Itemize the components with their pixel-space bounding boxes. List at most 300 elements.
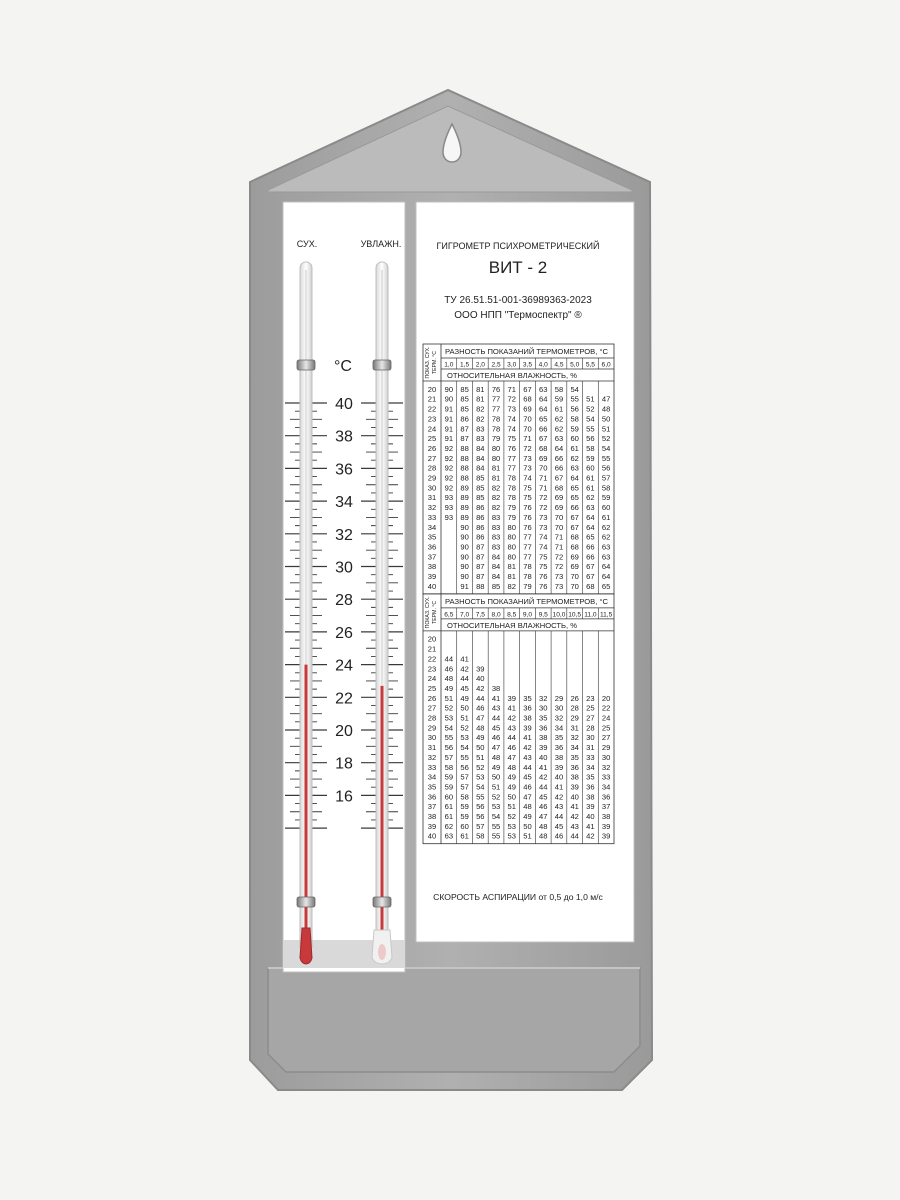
humidity-table-2-humidity-header: ОТНОСИТЕЛЬНАЯ ВЛАЖНОСТЬ, % bbox=[447, 620, 577, 630]
humidity-table-2-cell: 51 bbox=[491, 782, 501, 792]
humidity-table-1-cell: 67 bbox=[586, 562, 595, 572]
humidity-table-1-cell: 71 bbox=[523, 434, 532, 444]
humidity-table-1-diff-9: 5,5 bbox=[585, 361, 595, 369]
humidity-table-2-cell: 60 bbox=[460, 821, 469, 831]
humidity-table-2-cell: 48 bbox=[444, 674, 454, 684]
humidity-table-2-cell: 29 bbox=[554, 693, 564, 703]
humidity-table-2-temp-30: 30 bbox=[427, 733, 437, 743]
humidity-table-2-cell: 33 bbox=[586, 752, 595, 762]
humidity-table-2-cell: 54 bbox=[476, 782, 485, 792]
humidity-table-1-cell: 90 bbox=[460, 542, 469, 552]
humidity-table-1-cell: 66 bbox=[586, 552, 595, 562]
humidity-table-1-cell: 90 bbox=[460, 552, 469, 562]
humidity-table-1-cell: 85 bbox=[476, 483, 485, 493]
humidity-table-2-cell: 49 bbox=[476, 733, 485, 743]
humidity-table-1-cell: 91 bbox=[444, 424, 454, 434]
humidity-table-1-cell: 90 bbox=[460, 562, 469, 572]
humidity-table-1-cell: 87 bbox=[476, 572, 485, 581]
humidity-table-2-cell: 40 bbox=[539, 752, 548, 762]
humidity-table-1-cell: 61 bbox=[586, 483, 595, 493]
humidity-table-2-cell: 52 bbox=[491, 792, 501, 802]
humidity-table-2-cell: 40 bbox=[554, 772, 564, 782]
humidity-table-2-temp-27: 27 bbox=[427, 703, 437, 713]
humidity-table-1-cell: 66 bbox=[570, 503, 579, 513]
humidity-table-2-cell: 59 bbox=[444, 772, 454, 782]
humidity-table-1-temp-40: 40 bbox=[427, 581, 437, 591]
humidity-table-2-cell: 59 bbox=[444, 782, 454, 792]
humidity-table-2-cell: 63 bbox=[444, 831, 454, 841]
humidity-table-1-cell: 88 bbox=[460, 473, 469, 483]
humidity-table-2-cell: 41 bbox=[507, 703, 516, 713]
humidity-table-1-cell: 85 bbox=[460, 384, 469, 394]
scale-label-40: 40 bbox=[335, 396, 353, 413]
humidity-table-2-cell: 51 bbox=[523, 831, 532, 841]
humidity-table-2-cell: 39 bbox=[507, 693, 516, 703]
humidity-table-1-cell: 66 bbox=[586, 542, 595, 552]
humidity-table-1-cell: 64 bbox=[539, 404, 548, 414]
humidity-table-2-cell: 46 bbox=[539, 802, 548, 812]
humidity-table-2-diff-5: 9,0 bbox=[522, 611, 533, 619]
scale-label-24: 24 bbox=[335, 657, 353, 675]
humidity-table-1-cell: 81 bbox=[507, 562, 516, 572]
humidity-table-1-cell: 79 bbox=[491, 434, 501, 444]
humidity-table-2-cell: 46 bbox=[554, 831, 564, 841]
humidity-table-2-cell: 30 bbox=[554, 703, 564, 713]
humidity-table-2-cell: 38 bbox=[523, 713, 532, 723]
humidity-table-1-cell: 64 bbox=[586, 512, 595, 522]
humidity-table-1-cell: 90 bbox=[460, 522, 469, 532]
humidity-table-1-temp-25: 25 bbox=[427, 434, 437, 444]
humidity-table-2-cell: 57 bbox=[476, 821, 485, 831]
humidity-table-2-cell: 46 bbox=[491, 733, 501, 743]
humidity-table-1-cell: 66 bbox=[554, 453, 564, 463]
humidity-table-1-cell: 80 bbox=[507, 532, 516, 542]
humidity-table-2-cell: 51 bbox=[460, 713, 469, 723]
humidity-table-1-cell: 87 bbox=[460, 424, 469, 434]
scale-label-32: 32 bbox=[335, 526, 353, 544]
humidity-table-2-cell: 36 bbox=[539, 723, 548, 733]
humidity-table-1-cell: 65 bbox=[601, 581, 611, 591]
humidity-table-1-cell: 92 bbox=[444, 483, 454, 493]
wet-label: УВЛАЖН. bbox=[360, 239, 402, 249]
humidity-table-1-cell: 91 bbox=[444, 404, 454, 414]
humidity-table-2-cell: 49 bbox=[444, 683, 454, 693]
humidity-table-2-cell: 56 bbox=[444, 743, 454, 753]
humidity-table-2-cell: 25 bbox=[586, 703, 595, 713]
humidity-table-2-cell: 34 bbox=[601, 782, 611, 792]
humidity-table-2-cell: 49 bbox=[491, 762, 501, 772]
humidity-table-2-temp-37: 37 bbox=[427, 802, 437, 812]
humidity-table-2-cell: 32 bbox=[570, 733, 579, 743]
humidity-table-2-cell: 45 bbox=[491, 723, 501, 733]
humidity-table-2-cell: 42 bbox=[586, 831, 595, 841]
humidity-table-2-cell: 26 bbox=[570, 693, 579, 703]
humidity-table-1-cell: 78 bbox=[491, 424, 501, 434]
humidity-table-2-cell: 39 bbox=[570, 782, 579, 792]
humidity-table-2-cell: 44 bbox=[444, 654, 454, 664]
humidity-table-2-cell: 53 bbox=[444, 713, 454, 723]
humidity-table-2-cell: 47 bbox=[476, 713, 485, 723]
humidity-table-2-cell: 55 bbox=[491, 821, 501, 831]
unit-label: °C bbox=[334, 358, 352, 375]
humidity-table-1-temp-32: 32 bbox=[427, 503, 437, 513]
humidity-table-2-cell: 34 bbox=[570, 743, 579, 753]
humidity-table-2-temp-28: 28 bbox=[427, 713, 437, 723]
scale-label-38: 38 bbox=[335, 428, 353, 446]
humidity-table-1-diff-4: 3,0 bbox=[507, 361, 517, 369]
humidity-table-1-temp-28: 28 bbox=[427, 463, 437, 473]
humidity-table-1-cell: 86 bbox=[476, 503, 485, 513]
humidity-table-1-cell: 84 bbox=[491, 552, 501, 562]
humidity-table-1-cell: 52 bbox=[586, 404, 595, 414]
humidity-table-1-diff-5: 3,5 bbox=[522, 361, 533, 369]
humidity-table-1-cell: 57 bbox=[601, 473, 611, 483]
humidity-table-1-cell: 56 bbox=[601, 463, 611, 473]
humidity-table-1-temp-22: 22 bbox=[427, 404, 437, 414]
humidity-table-1-cell: 82 bbox=[491, 503, 501, 513]
humidity-table-2-cell: 59 bbox=[460, 802, 469, 812]
humidity-table-1-cell: 78 bbox=[523, 562, 532, 572]
humidity-table-1-cell: 83 bbox=[491, 532, 501, 542]
humidity-table-1-cell: 84 bbox=[476, 443, 485, 453]
scale-label-18: 18 bbox=[335, 755, 353, 773]
scale-label-22: 22 bbox=[335, 690, 353, 708]
humidity-table-2-cell: 45 bbox=[539, 792, 548, 802]
humidity-table-2-cell: 38 bbox=[539, 733, 548, 743]
humidity-table-2-cell: 47 bbox=[539, 812, 548, 821]
humidity-table-1-cell: 92 bbox=[444, 453, 454, 463]
humidity-table-2-cell: 45 bbox=[460, 683, 469, 693]
humidity-table-1-cell: 73 bbox=[554, 572, 564, 581]
humidity-table-1-cell: 64 bbox=[586, 522, 595, 532]
humidity-table-1-cell: 77 bbox=[491, 394, 501, 404]
humidity-table-1-cell: 80 bbox=[491, 453, 501, 463]
humidity-table-2-cell: 55 bbox=[460, 752, 469, 762]
humidity-table-1-cell: 86 bbox=[476, 522, 485, 532]
humidity-table-2-cell: 42 bbox=[539, 772, 548, 782]
humidity-table-2-diff-8: 10,5 bbox=[568, 611, 582, 619]
humidity-table-1-cell: 67 bbox=[539, 434, 548, 444]
humidity-table-1-cell: 63 bbox=[586, 503, 595, 513]
humidity-table-1-cell: 76 bbox=[523, 512, 532, 522]
humidity-table-2-cell: 27 bbox=[601, 733, 611, 743]
humidity-table-2-cell: 48 bbox=[539, 821, 548, 831]
humidity-table-2-cell: 44 bbox=[491, 713, 501, 723]
humidity-table-2-cell: 39 bbox=[601, 821, 611, 831]
humidity-table-1-cell: 68 bbox=[523, 394, 532, 404]
scale-label-34: 34 bbox=[335, 494, 353, 512]
humidity-table-1-cell: 79 bbox=[507, 512, 516, 522]
humidity-table-1-cell: 89 bbox=[460, 483, 469, 493]
humidity-table-1-cell: 82 bbox=[491, 493, 501, 503]
humidity-table-1-cell: 62 bbox=[601, 532, 611, 542]
humidity-table-1-cell: 75 bbox=[539, 562, 548, 572]
humidity-table-2-cell: 50 bbox=[476, 743, 485, 753]
humidity-table-1-cell: 74 bbox=[507, 414, 516, 424]
humidity-table-2-cell: 41 bbox=[491, 693, 501, 703]
humidity-table-2-cell: 40 bbox=[586, 812, 595, 821]
humidity-table-2-cell: 53 bbox=[491, 802, 501, 812]
humidity-table-1-cell: 86 bbox=[460, 414, 469, 424]
humidity-table-2-corner-label-2: ТЕРМ. °С bbox=[432, 600, 438, 624]
humidity-table-1-cell: 64 bbox=[601, 572, 611, 581]
humidity-table-1-cell: 66 bbox=[539, 424, 548, 434]
humidity-table-2-diff-10: 11,5 bbox=[599, 611, 613, 619]
humidity-table-1-cell: 73 bbox=[539, 512, 548, 522]
humidity-table-1-cell: 74 bbox=[507, 424, 516, 434]
humidity-table-1-cell: 62 bbox=[554, 414, 564, 424]
humidity-table-1-cell: 73 bbox=[523, 453, 532, 463]
humidity-table-1-cell: 71 bbox=[539, 483, 548, 493]
humidity-table-1-cell: 79 bbox=[523, 581, 532, 591]
humidity-table-2-cell: 38 bbox=[491, 683, 501, 693]
humidity-table-2-cell: 49 bbox=[523, 812, 532, 821]
humidity-table-2-cell: 61 bbox=[460, 831, 469, 841]
humidity-table-1-cell: 66 bbox=[554, 463, 564, 473]
humidity-table-2-diff-1: 7,0 bbox=[460, 611, 470, 619]
humidity-table-1-temp-31: 31 bbox=[427, 493, 437, 503]
humidity-table-1-cell: 51 bbox=[601, 424, 611, 434]
spec-code: ТУ 26.51.51-001-36989363-2023 bbox=[444, 295, 592, 306]
humidity-table-2-cell: 35 bbox=[523, 693, 532, 703]
humidity-table-1-temp-30: 30 bbox=[427, 483, 437, 493]
humidity-table-2-cell: 29 bbox=[570, 713, 579, 723]
humidity-table-1-diff-3: 2,5 bbox=[491, 361, 501, 369]
humidity-table-1-cell: 71 bbox=[554, 532, 564, 542]
humidity-table-2-temp-36: 36 bbox=[427, 792, 437, 802]
humidity-table-2-cell: 34 bbox=[554, 723, 564, 733]
humidity-table-2-cell: 39 bbox=[523, 723, 532, 733]
humidity-table-2-temp-34: 34 bbox=[427, 772, 437, 782]
humidity-table-1-cell: 81 bbox=[476, 384, 485, 394]
humidity-table-2-cell: 56 bbox=[460, 762, 469, 772]
humidity-table-2-cell: 46 bbox=[444, 664, 454, 674]
humidity-table-1-cell: 60 bbox=[586, 463, 595, 473]
scale-label-30: 30 bbox=[335, 559, 353, 577]
humidity-table-1-cell: 70 bbox=[554, 522, 564, 532]
humidity-table-1-cell: 82 bbox=[476, 414, 485, 424]
humidity-table-1-temp-39: 39 bbox=[427, 572, 437, 581]
humidity-table-2-cell: 60 bbox=[444, 792, 454, 802]
humidity-table-2-cell: 35 bbox=[539, 713, 548, 723]
humidity-table-2-cell: 50 bbox=[491, 772, 501, 782]
humidity-table-2-cell: 34 bbox=[586, 762, 595, 772]
humidity-table-2-cell: 39 bbox=[586, 802, 595, 812]
humidity-table-2-cell: 47 bbox=[491, 743, 501, 753]
humidity-table-1-cell: 59 bbox=[570, 424, 579, 434]
humidity-table-2-cell: 30 bbox=[586, 733, 595, 743]
humidity-table-2-cell: 54 bbox=[460, 743, 469, 753]
humidity-table-1-cell: 63 bbox=[539, 384, 548, 394]
humidity-table-1-cell: 70 bbox=[570, 581, 579, 591]
humidity-table-2-cell: 22 bbox=[601, 703, 611, 713]
humidity-table-2-cell: 36 bbox=[570, 762, 579, 772]
humidity-table-1-cell: 65 bbox=[570, 483, 579, 493]
humidity-table-1-cell: 73 bbox=[507, 404, 516, 414]
dry-thermometer-bulb bbox=[300, 928, 312, 964]
dry-thermometer-clip-bottom bbox=[297, 897, 315, 907]
humidity-table-2-cell: 32 bbox=[539, 693, 548, 703]
humidity-table-1-cell: 83 bbox=[476, 434, 485, 444]
humidity-table-1-cell: 65 bbox=[539, 414, 548, 424]
humidity-table-1-cell: 68 bbox=[570, 532, 579, 542]
humidity-table-1-cell: 76 bbox=[491, 384, 501, 394]
humidity-table-1-cell: 63 bbox=[601, 552, 611, 562]
humidity-table-2-cell: 46 bbox=[507, 743, 516, 753]
humidity-table-2-cell: 48 bbox=[491, 752, 501, 762]
humidity-table-1-cell: 54 bbox=[570, 384, 579, 394]
manufacturer: ООО НПП "Термоспектр" ® bbox=[454, 310, 582, 321]
humidity-table-1-temp-26: 26 bbox=[427, 443, 437, 453]
humidity-table-1-cell: 58 bbox=[570, 414, 579, 424]
humidity-table-1-cell: 85 bbox=[460, 404, 469, 414]
humidity-table-1-corner-label-1: ПОКАЗ. СУХ. bbox=[425, 346, 431, 379]
humidity-table-2-cell: 41 bbox=[523, 733, 532, 743]
humidity-table-1-cell: 84 bbox=[491, 562, 501, 572]
humidity-table-1-diff-header: РАЗНОСТЬ ПОКАЗАНИЙ ТЕРМОМЕТРОВ, °С bbox=[445, 347, 608, 356]
humidity-table-1-cell: 87 bbox=[476, 542, 485, 552]
humidity-table-1-temp-37: 37 bbox=[427, 552, 437, 562]
humidity-table-1-cell: 81 bbox=[507, 572, 516, 581]
humidity-table-2-cell: 43 bbox=[491, 703, 501, 713]
humidity-table-2-cell: 30 bbox=[539, 703, 548, 713]
humidity-table-2-cell: 38 bbox=[601, 812, 611, 821]
humidity-table-2-cell: 23 bbox=[586, 693, 595, 703]
humidity-table-2-cell: 42 bbox=[523, 743, 532, 753]
humidity-table-1-cell: 85 bbox=[476, 473, 485, 483]
humidity-table-1-cell: 92 bbox=[444, 463, 454, 473]
humidity-table-1-cell: 84 bbox=[476, 463, 485, 473]
humidity-table-2-cell: 35 bbox=[554, 733, 564, 743]
humidity-table-2-cell: 58 bbox=[476, 831, 485, 841]
humidity-table-1-cell: 72 bbox=[554, 552, 564, 562]
humidity-table-2-diff-4: 8,5 bbox=[507, 611, 517, 619]
humidity-table-2-temp-23: 23 bbox=[427, 664, 437, 674]
humidity-table-1-temp-35: 35 bbox=[427, 532, 437, 542]
humidity-table-1-diff-6: 4,0 bbox=[538, 361, 548, 369]
humidity-table-2-cell: 31 bbox=[586, 743, 595, 753]
humidity-table-2-diff-7: 10,0 bbox=[552, 611, 566, 619]
humidity-table-1-cell: 92 bbox=[444, 443, 454, 453]
humidity-table-2-cell: 47 bbox=[523, 792, 532, 802]
humidity-table-1-diff-7: 4,5 bbox=[554, 361, 564, 369]
humidity-table-1-cell: 91 bbox=[444, 434, 454, 444]
humidity-table-2-cell: 44 bbox=[554, 812, 564, 821]
humidity-table-1-cell: 74 bbox=[523, 473, 532, 483]
humidity-table-1-temp-20: 20 bbox=[427, 384, 437, 394]
humidity-table-2-temp-25: 25 bbox=[427, 683, 437, 693]
humidity-table-1-temp-29: 29 bbox=[427, 473, 437, 483]
humidity-table-1-cell: 70 bbox=[554, 512, 564, 522]
humidity-table-1-cell: 68 bbox=[586, 581, 595, 591]
humidity-table-1-cell: 69 bbox=[523, 404, 532, 414]
humidity-table-1-cell: 55 bbox=[570, 394, 579, 404]
humidity-table-2-cell: 52 bbox=[507, 812, 516, 821]
water-tray bbox=[268, 968, 640, 1072]
humidity-table-1-cell: 61 bbox=[570, 443, 579, 453]
humidity-table-1-cell: 75 bbox=[507, 434, 516, 444]
humidity-table-2-cell: 38 bbox=[586, 792, 595, 802]
humidity-table-1-cell: 92 bbox=[444, 473, 454, 483]
humidity-table-1-cell: 78 bbox=[507, 493, 516, 503]
humidity-table-1-cell: 58 bbox=[586, 443, 595, 453]
humidity-table-1-cell: 76 bbox=[539, 572, 548, 581]
scale-label-28: 28 bbox=[335, 592, 353, 610]
wet-thermometer-clip-bottom bbox=[373, 897, 391, 907]
humidity-table-2-cell: 33 bbox=[601, 772, 611, 782]
humidity-table-1-temp-36: 36 bbox=[427, 542, 437, 552]
humidity-table-1-cell: 68 bbox=[554, 483, 564, 493]
humidity-table-2-cell: 62 bbox=[444, 821, 454, 831]
humidity-table-1-cell: 51 bbox=[586, 394, 595, 404]
humidity-table-2-cell: 32 bbox=[554, 713, 564, 723]
humidity-table-2-temp-39: 39 bbox=[427, 821, 437, 831]
humidity-table-2-cell: 45 bbox=[554, 821, 564, 831]
humidity-table-2-cell: 36 bbox=[586, 782, 595, 792]
humidity-table-2-temp-29: 29 bbox=[427, 723, 437, 733]
humidity-table-1-cell: 63 bbox=[570, 463, 579, 473]
humidity-table-1-cell: 82 bbox=[491, 483, 501, 493]
humidity-table-2-diff-3: 8,0 bbox=[491, 611, 501, 619]
humidity-table-1-cell: 77 bbox=[491, 404, 501, 414]
humidity-table-1-cell: 90 bbox=[444, 394, 454, 404]
humidity-table-1-cell: 81 bbox=[476, 394, 485, 404]
humidity-table-2-cell: 42 bbox=[507, 713, 516, 723]
humidity-table-2-temp-26: 26 bbox=[427, 693, 437, 703]
humidity-table-1-cell: 83 bbox=[491, 542, 501, 552]
humidity-table-2-temp-32: 32 bbox=[427, 752, 437, 762]
humidity-table-2-cell: 55 bbox=[444, 733, 454, 743]
humidity-table-1-cell: 80 bbox=[507, 522, 516, 532]
humidity-table-2-cell: 35 bbox=[570, 752, 579, 762]
humidity-table-2-cell: 58 bbox=[444, 762, 454, 772]
humidity-table-1-diff-1: 1,5 bbox=[460, 361, 470, 369]
humidity-table-1-cell: 71 bbox=[554, 542, 564, 552]
humidity-table-1-cell: 76 bbox=[539, 581, 548, 591]
humidity-table-1-cell: 90 bbox=[460, 532, 469, 542]
humidity-table-1-cell: 83 bbox=[491, 512, 501, 522]
humidity-table-2-cell: 56 bbox=[476, 802, 485, 812]
humidity-table-1-cell: 88 bbox=[460, 463, 469, 473]
humidity-table-1-temp-38: 38 bbox=[427, 562, 437, 572]
humidity-table-2-cell: 43 bbox=[554, 802, 564, 812]
humidity-table-1-cell: 47 bbox=[601, 394, 611, 404]
humidity-table-1-cell: 86 bbox=[476, 512, 485, 522]
humidity-table-1-cell: 50 bbox=[601, 414, 611, 424]
humidity-table-2-cell: 46 bbox=[523, 782, 532, 792]
humidity-table-2-cell: 49 bbox=[507, 772, 516, 782]
humidity-table-2-cell: 43 bbox=[507, 723, 516, 733]
humidity-table-2-cell: 44 bbox=[539, 782, 548, 792]
humidity-table-2-cell: 48 bbox=[523, 802, 532, 812]
humidity-table-1-cell: 76 bbox=[507, 443, 516, 453]
humidity-table-2-temp-35: 35 bbox=[427, 782, 437, 792]
humidity-table-1-cell: 72 bbox=[554, 562, 564, 572]
humidity-table-1-cell: 62 bbox=[554, 424, 564, 434]
humidity-table-1-cell: 60 bbox=[570, 434, 579, 444]
humidity-table-2-cell: 36 bbox=[601, 792, 611, 802]
humidity-table-1-cell: 61 bbox=[586, 473, 595, 483]
humidity-table-1-cell: 73 bbox=[523, 463, 532, 473]
humidity-table-2-cell: 27 bbox=[586, 713, 595, 723]
humidity-table-1-cell: 64 bbox=[601, 562, 611, 572]
humidity-table-1-cell: 59 bbox=[554, 394, 564, 404]
humidity-table-2-cell: 44 bbox=[476, 693, 485, 703]
humidity-table-1-cell: 85 bbox=[491, 581, 501, 591]
humidity-table-2-cell: 51 bbox=[476, 752, 485, 762]
humidity-table-1-cell: 73 bbox=[539, 522, 548, 532]
humidity-table-1-temp-24: 24 bbox=[427, 424, 437, 434]
